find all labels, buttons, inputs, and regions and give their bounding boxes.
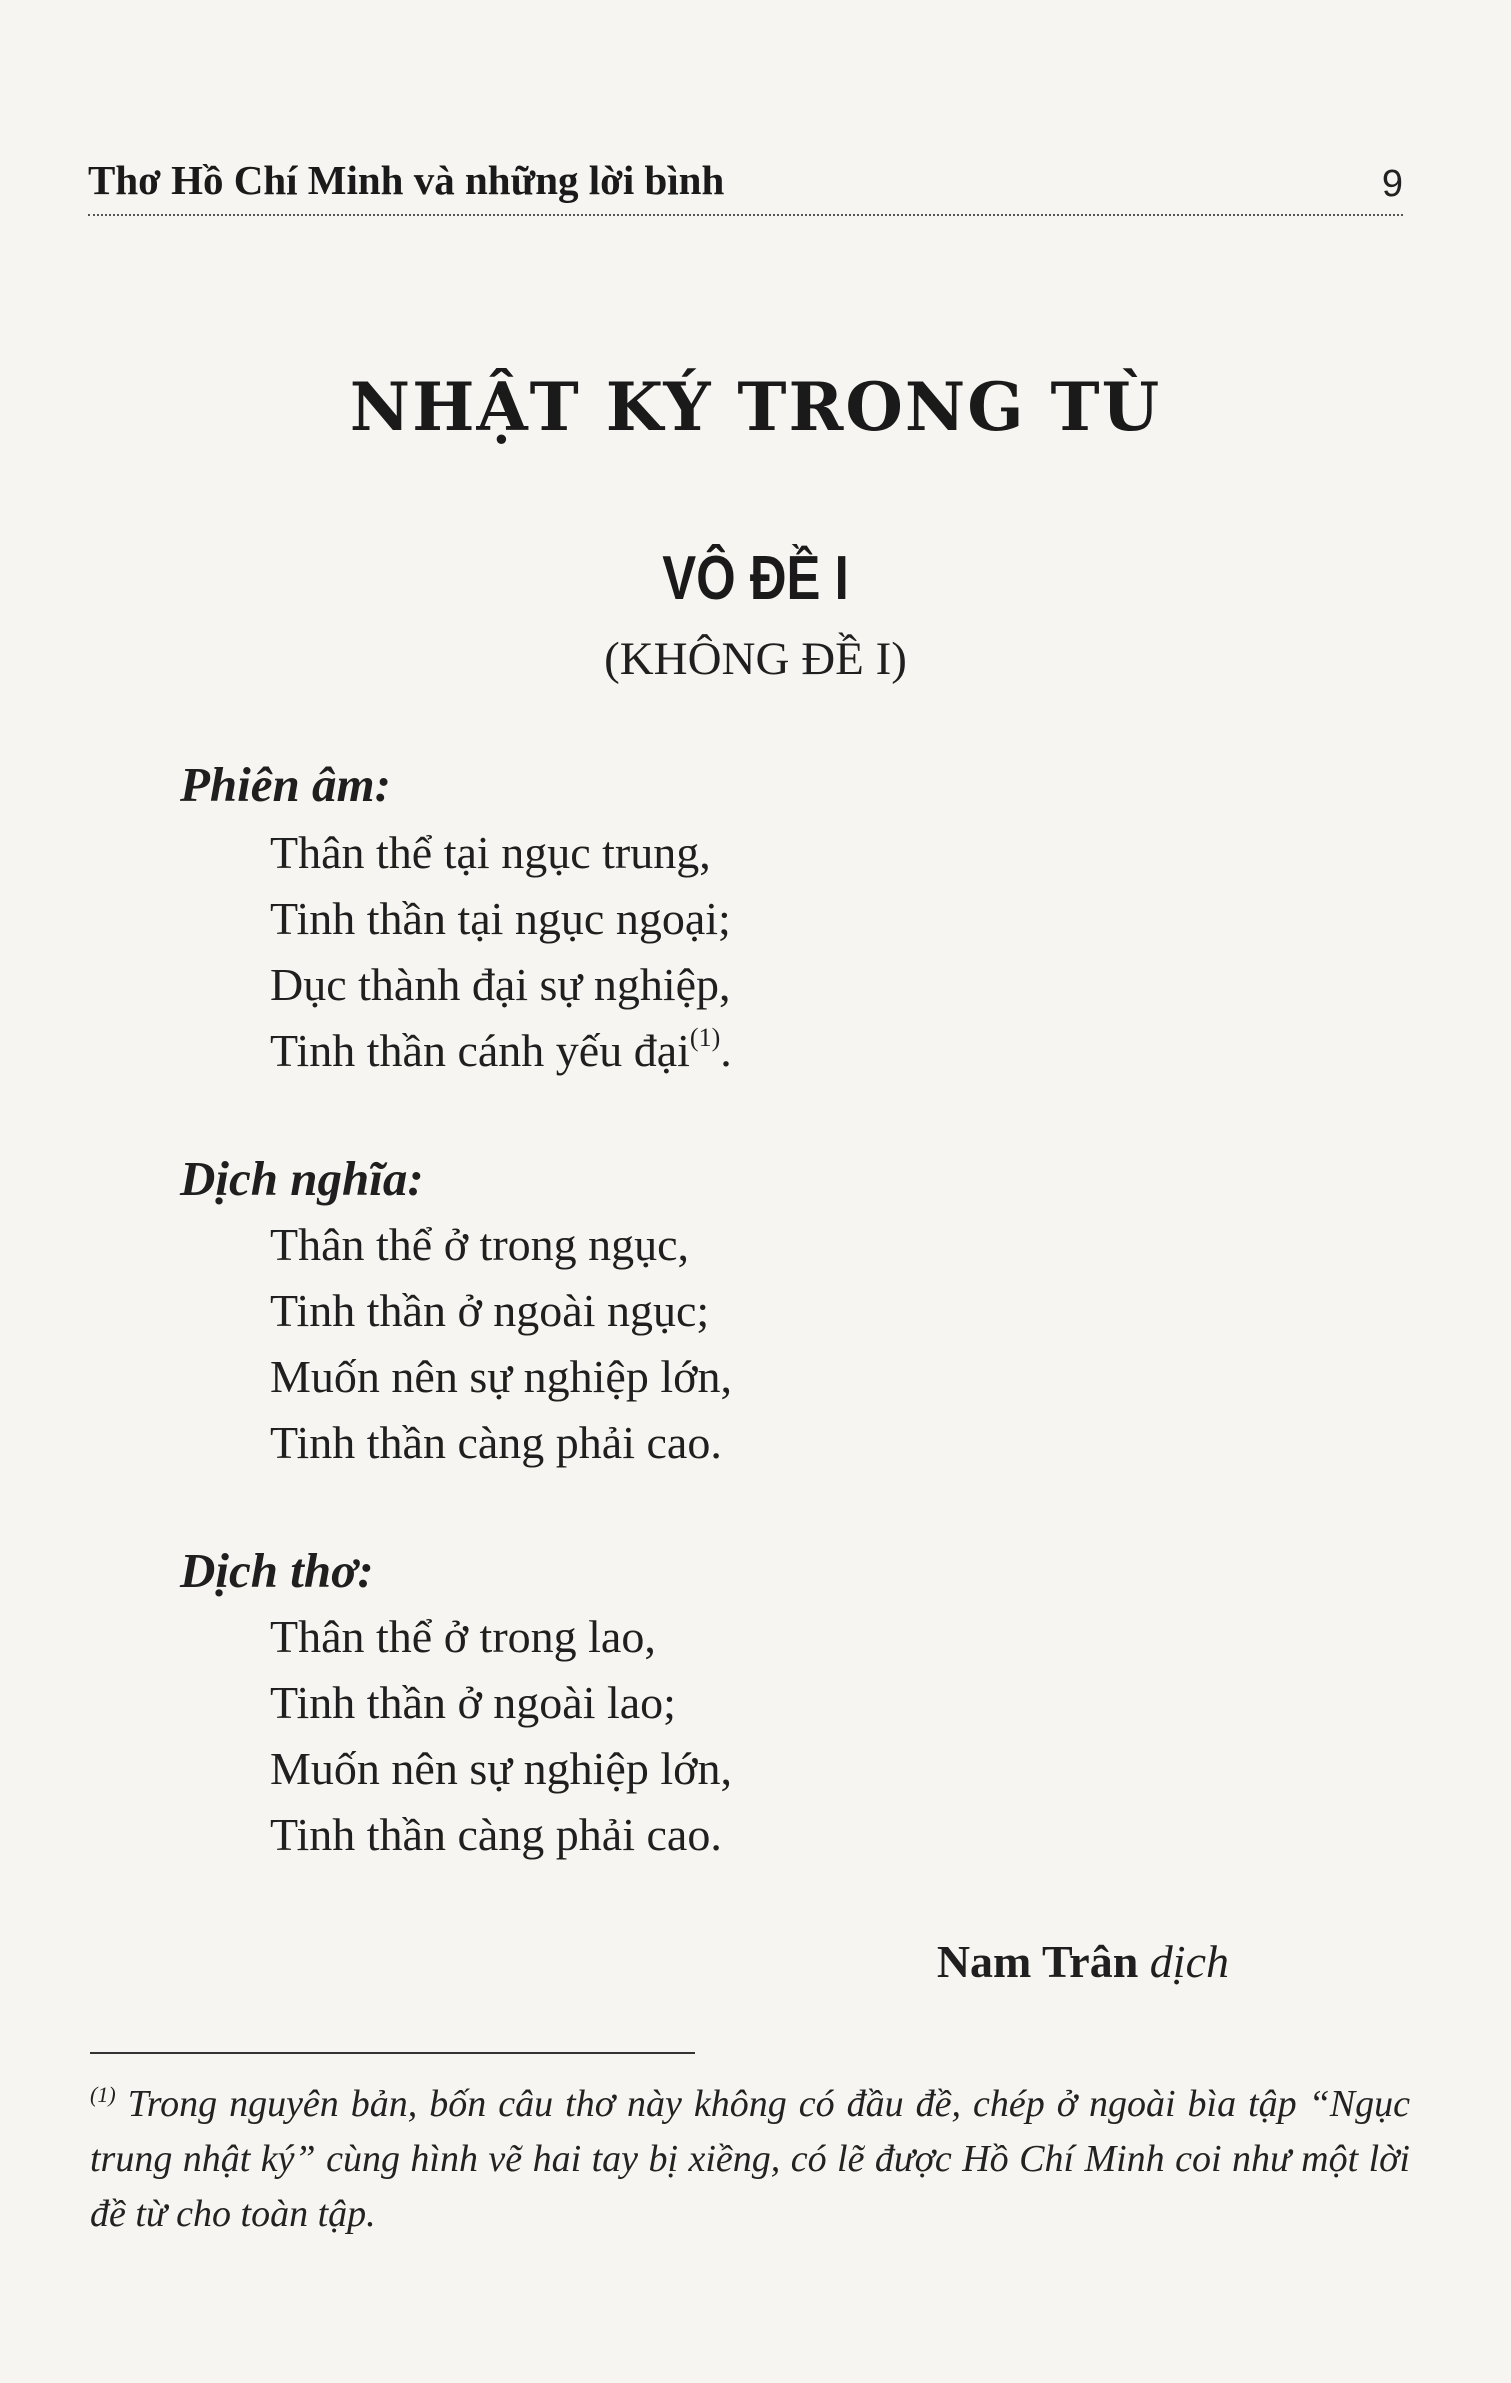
verse-line: Muốn nên sự nghiệp lớn, [270, 1743, 732, 1794]
poem-title: VÔ ĐỀ I [662, 544, 849, 613]
verse-line-text: Tinh thần cánh yếu đại [270, 1025, 690, 1076]
footnote-marker: (1) [90, 2082, 116, 2107]
verse-line: Tinh thần càng phải cao. [270, 1417, 722, 1468]
verse-line: Tinh thần ở ngoài ngục; [270, 1285, 710, 1336]
verse-line: Thân thể tại ngục trung, [270, 827, 711, 878]
running-title: Thơ Hồ Chí Minh và những lời bình [88, 157, 725, 203]
running-header [88, 150, 1403, 216]
footnote-reference[interactable]: (1) [689, 1023, 721, 1052]
section-label-dich-tho: Dịch thơ: [180, 1543, 374, 1598]
translator-name: Nam Trân [936, 1936, 1139, 1987]
section-label-phien-am: Phiên âm: [180, 757, 391, 812]
page-number: 9 [1381, 163, 1403, 205]
translator-role: dịch [1149, 1936, 1229, 1987]
footnote-text: Trong nguyên bản, bốn câu thơ này không có đầu đề, chép ở ngoài bìa tập “Ngục trung nhật ký” cùng hình vẽ hai tay bị xiềng, có lẽ được Hồ Chí Minh coi như một lời đề từ cho toàn tập. [90, 2083, 1410, 2235]
footnote [90, 2077, 1410, 2242]
verse-line: Thân thể ở trong lao, [270, 1611, 656, 1662]
verse-line: Dục thành đại sự nghiệp, [270, 959, 731, 1010]
footnote-divider [90, 2052, 695, 2054]
verse-line: Muốn nên sự nghiệp lớn, [270, 1351, 732, 1402]
section-label-dich-nghia: Dịch nghĩa: [180, 1151, 424, 1206]
verse-line [270, 1023, 732, 1076]
poem-subtitle: (KHÔNG ĐỀ I) [604, 633, 907, 685]
verse-line-punctuation: . [720, 1025, 732, 1076]
verse-line: Tinh thần ở ngoài lao; [270, 1677, 676, 1728]
translator-credit [937, 1935, 1229, 1988]
verse-line: Tinh thần tại ngục ngoại; [270, 893, 731, 944]
verse-line: Tinh thần càng phải cao. [270, 1809, 722, 1860]
main-title: NHẬT KÝ TRONG TÙ [349, 368, 1162, 446]
verse-line: Thân thể ở trong ngục, [270, 1219, 690, 1270]
